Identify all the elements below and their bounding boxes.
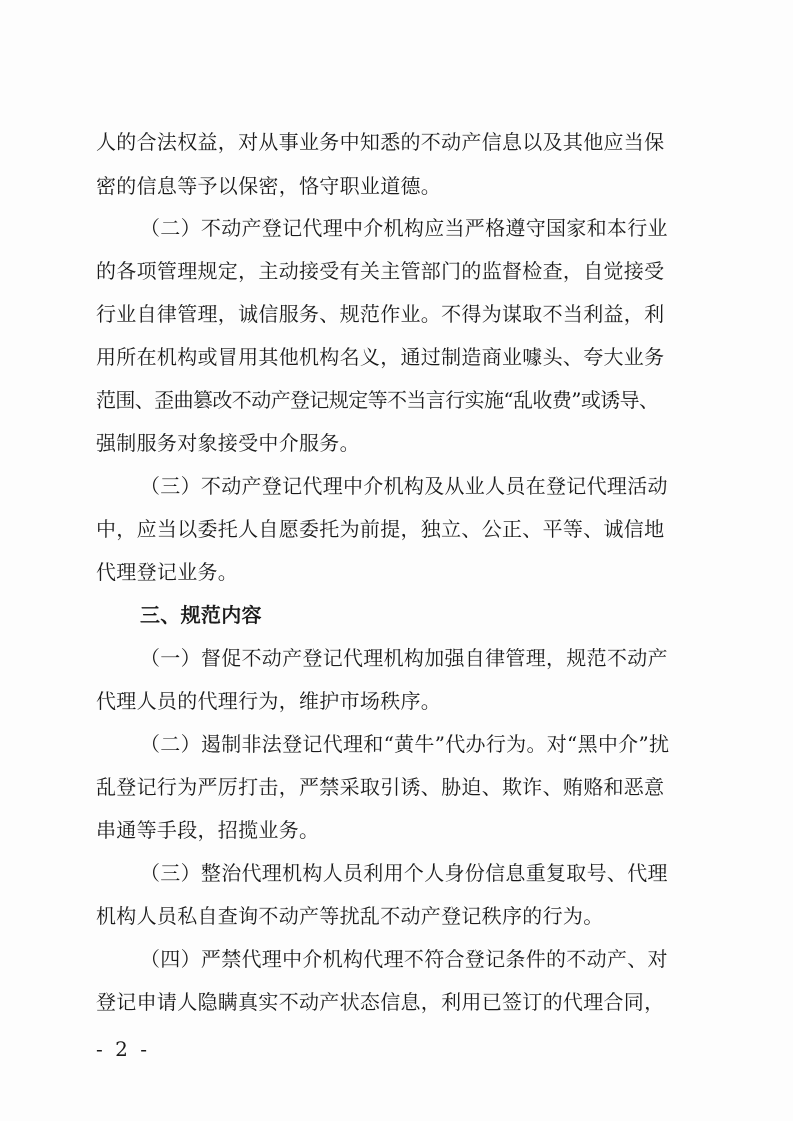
paragraph-first-line: （二）不动产登记代理中介机构应当严格遵守国家和本行业 <box>140 216 668 240</box>
body-line: 范围、歪曲篡改不动产登记规定等不当言行实施“乱收费”或诱导、 <box>96 388 659 412</box>
body-line: 中，应当以委托人自愿委托为前提，独立、公正、平等、诚信地 <box>96 517 665 541</box>
body-line: 密的信息等予以保密，恪守职业道德。 <box>96 174 442 198</box>
section-heading: 三、规范内容 <box>140 603 262 627</box>
paragraph-first-line: （四）严禁代理中介机构代理不符合登记条件的不动产、对 <box>140 947 668 971</box>
body-line: 登记申请人隐瞒真实不动产状态信息，利用已签订的代理合同， <box>96 990 665 1014</box>
paragraph-first-line: （三）不动产登记代理中介机构及从业人员在登记代理活动 <box>140 474 668 498</box>
body-line: 人的合法权益，对从事业务中知悉的不动产信息以及其他应当保 <box>96 130 665 154</box>
body-line: 的各项管理规定，主动接受有关主管部门的监督检查，自觉接受 <box>96 259 665 283</box>
paragraph-first-line: （一）督促不动产登记代理机构加强自律管理，规范不动产 <box>140 646 668 670</box>
paragraph-first-line: （三）整治代理机构人员利用个人身份信息重复取号、代理 <box>140 861 668 885</box>
body-line: 代理人员的代理行为，维护市场秩序。 <box>96 689 442 713</box>
body-line: 乱登记行为严厉打击，严禁采取引诱、胁迫、欺诈、贿赂和恶意 <box>96 775 665 799</box>
body-line: 串通等手段，招揽业务。 <box>96 818 320 842</box>
body-line: 用所在机构或冒用其他机构名义，通过制造商业噱头、夸大业务 <box>96 345 665 369</box>
body-line: 代理登记业务。 <box>96 560 239 584</box>
page-number: - 2 - <box>96 1037 150 1061</box>
body-line: 强制服务对象接受中介服务。 <box>96 431 360 455</box>
body-line: 行业自律管理，诚信服务、规范作业。不得为谋取不当利益，利 <box>96 302 665 326</box>
body-line: 机构人员私自查询不动产等扰乱不动产登记秩序的行为。 <box>96 904 604 928</box>
paragraph-first-line: （二）遏制非法登记代理和“黄牛”代办行为。对“黑中介”扰 <box>140 732 670 756</box>
